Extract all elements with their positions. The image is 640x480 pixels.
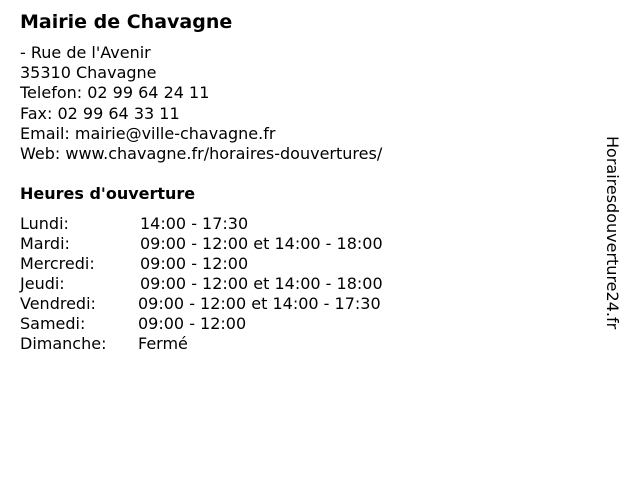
- day-label: Jeudi:: [20, 274, 65, 293]
- day-label: Vendredi:: [20, 294, 96, 313]
- time-value: 09:00 - 12:00: [138, 314, 247, 333]
- fax-line: Fax: 02 99 64 33 11: [20, 103, 180, 123]
- day-label: Mardi:: [20, 234, 70, 253]
- day-label: Lundi:: [20, 214, 69, 233]
- contact-info: [20, 43, 382, 164]
- day-label: Mercredi:: [20, 254, 95, 273]
- site-watermark: Horairesdouverture24.fr: [603, 136, 622, 330]
- day-label: Samedi:: [20, 314, 86, 333]
- time-value: 14:00 - 17:30: [140, 214, 249, 233]
- time-value: 09:00 - 12:00 et 14:00 - 18:00: [140, 274, 383, 293]
- email-line: Email: mairie@ville-chavagne.fr: [20, 123, 276, 143]
- web-line: Web: www.chavagne.fr/horaires-douvertures/: [20, 143, 383, 163]
- page-title: Mairie de Chavagne: [20, 11, 233, 33]
- postal-city: 35310 Chavagne: [20, 63, 157, 83]
- hours-heading: Heures d'ouverture: [20, 184, 196, 203]
- time-value: 09:00 - 12:00: [140, 254, 249, 273]
- time-value: Fermé: [138, 334, 188, 353]
- phone-line: Telefon: 02 99 64 24 11: [20, 83, 210, 103]
- street-address: - Rue de l'Avenir: [20, 43, 151, 62]
- time-value: 09:00 - 12:00 et 14:00 - 18:00: [140, 234, 383, 253]
- time-value: 09:00 - 12:00 et 14:00 - 17:30: [138, 294, 381, 313]
- day-label: Dimanche:: [20, 334, 107, 353]
